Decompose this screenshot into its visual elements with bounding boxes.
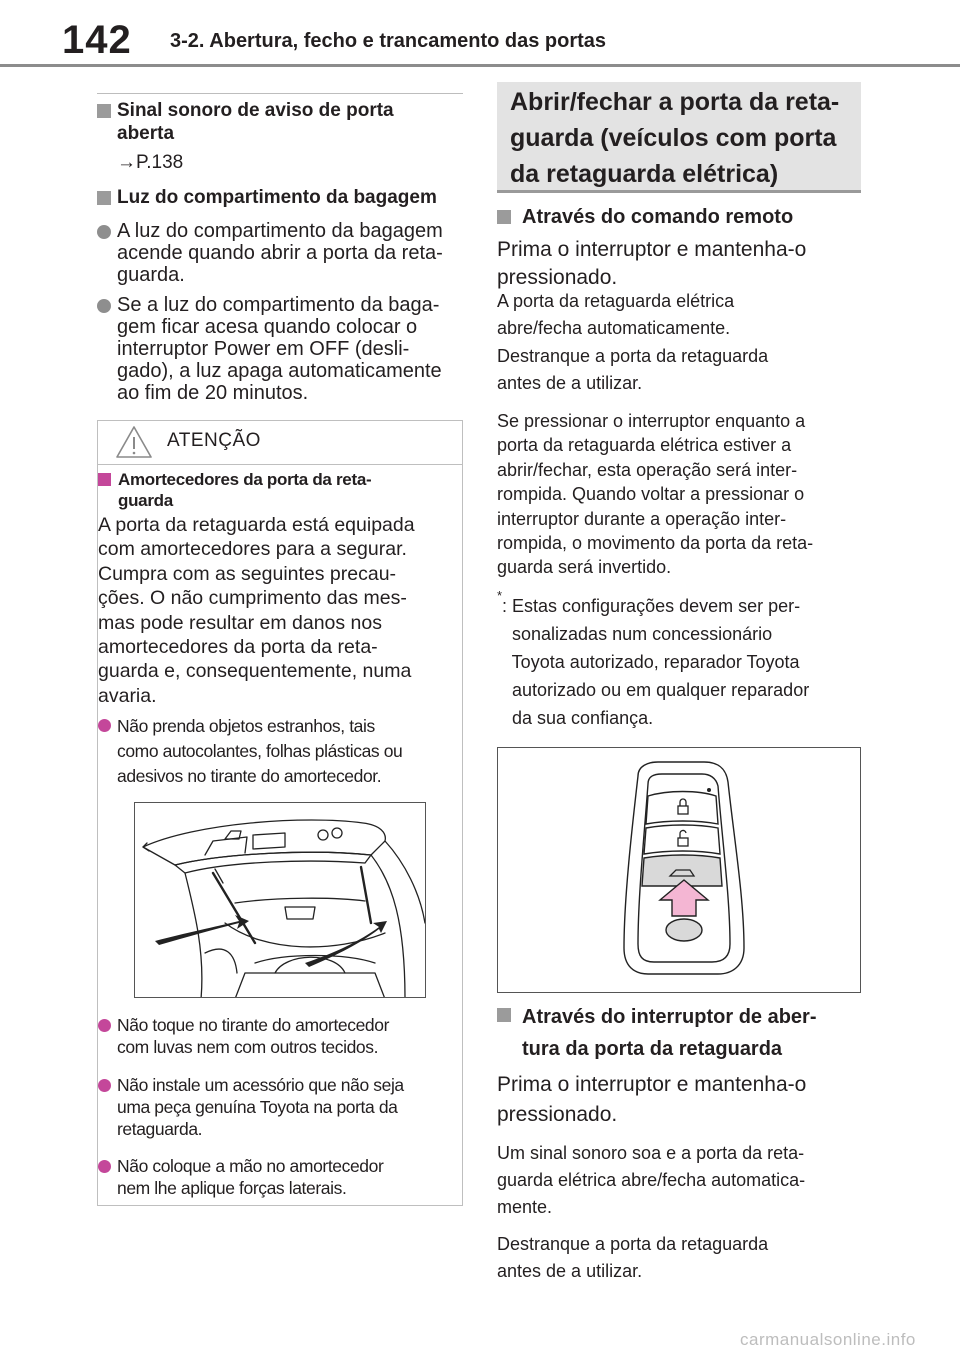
page-number: 142 (62, 18, 132, 62)
bullet-text: Se a luz do compartimento da baga- gem ficar acesa quando colocar o interruptor Power em OFF (desli- gado), a luz apaga automaticamente ao fim de 20 minutos. (117, 294, 442, 404)
warning-title: ATENÇÃO (167, 430, 261, 451)
tailgate-damper-illustration (134, 802, 426, 998)
bullet-dot-icon (98, 1160, 111, 1173)
remote-unlock-note: Destranque a porta da retaguarda antes de a utilizar. (497, 346, 769, 393)
warning-triangle-icon (114, 424, 154, 460)
remote-key-illustration (497, 747, 861, 993)
heading-luggage-light-text: Luz do compartimento da bagagem (117, 187, 437, 208)
heading-square-icon (497, 1008, 511, 1022)
footnote-mark: * (497, 588, 503, 603)
heading-door-open-warning-text: Sinal sonoro de aviso de porta aberta (117, 100, 394, 144)
bullet-text: A luz do compartimento da bagagem acende quando abrir a porta da reta- guarda. (117, 220, 443, 286)
footnote-text: : Estas configurações devem ser per- sonalizadas num concessionário Toyota autorizado, reparador Toyota autorizado ou em qualquer reparador da sua confiança. (502, 596, 810, 728)
page-reference-link[interactable]: →P.138 (117, 152, 184, 173)
section-title-box-text: Abrir/fechar a porta da reta- guarda (veículos com porta da retaguarda elétrica) (510, 88, 840, 188)
bullet-text: Não instale um acessório que não seja uma peça genuína Toyota na porta da retaguarda. (117, 1075, 404, 1139)
switch-instruction: Prima o interruptor e mantenha-o pressionado. (497, 1073, 807, 1126)
bullet-text: Não toque no tirante do amortecedor com luvas nem com outros tecidos. (117, 1015, 390, 1057)
heading-remote-control-text: Através do comando remoto (522, 206, 794, 228)
header-rule (0, 64, 960, 67)
heading-square-icon (97, 104, 111, 118)
bullet-text: Não prenda objetos estranhos, tais como autocolantes, folhas plásticas ou adesivos no tirante do amortecedor. (117, 716, 403, 786)
warning-title-rule (98, 464, 462, 465)
watermark: carmanualsonline.info (740, 1330, 916, 1349)
remote-instruction: Prima o interruptor e mantenha-o pressionado. (497, 238, 807, 289)
bullet-dot-icon (98, 1079, 111, 1092)
remote-key-drawing (498, 748, 861, 993)
bullet-dot-icon (97, 299, 111, 313)
bullet-dot-icon (97, 225, 111, 239)
switch-unlock-note: Destranque a porta da retaguarda antes de a utilizar. (497, 1234, 769, 1281)
tailgate-drawing (135, 803, 426, 998)
heading-tailgate-switch-text: Através do interruptor de aber- tura da porta da retaguarda (522, 1006, 817, 1060)
heading-square-icon (497, 210, 511, 224)
remote-interrupt-note: Se pressionar o interruptor enquanto a porta da retaguarda elétrica estiver a abrir/fechar, esta operação será inter- rompida. Quando voltar a pressionar o interruptor durante a operação inter- rompida, o movimento da porta da reta- guarda será invertido. (497, 411, 814, 578)
bullet-dot-icon (98, 1019, 111, 1032)
warning-intro: A porta da retaguarda está equipada com amortecedores para a segurar. Cumpra com as seguintes precau- ções. O não cumprimento das mes- mas pode resultar em danos nos amortecedores da porta da reta- guarda e, consequentemente, numa avaria. (98, 514, 415, 707)
bullet-dot-icon (98, 719, 111, 732)
warning-heading-text: Amortecedores da porta da reta- guarda (118, 470, 372, 510)
switch-result-text: Um sinal sonoro soa e a porta da reta- guarda elétrica abre/fecha automatica- mente. (497, 1143, 806, 1217)
bullet-text: Não coloque a mão no amortecedor nem lhe aplique forças laterais. (117, 1156, 384, 1198)
heading-square-icon (97, 191, 111, 205)
remote-result-text: A porta da retaguarda elétrica abre/fecha automaticamente. (497, 291, 735, 338)
section-title: 3-2. Abertura, fecho e trancamento das portas (170, 30, 607, 52)
heading-square-icon (98, 473, 111, 486)
left-top-rule (97, 93, 463, 94)
